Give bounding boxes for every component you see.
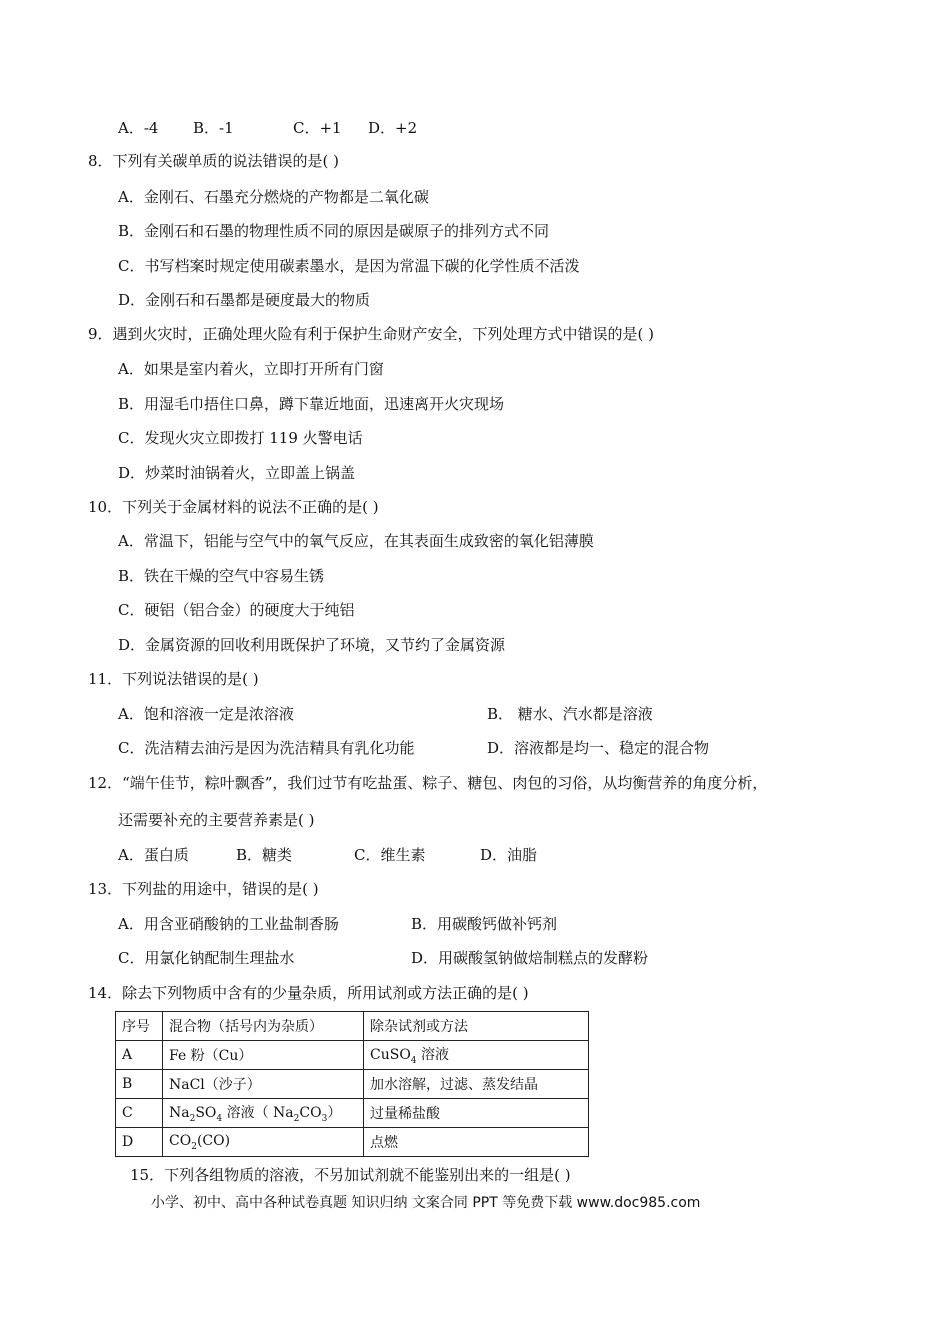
q13-stem: 13．下列盐的用途中，错误的是( ) (88, 880, 319, 898)
table-cell-mixture: $CO_2(CO)$ (163, 1128, 364, 1157)
q11-option-c: C．洗洁精去油污是因为洗洁精具有乳化功能 (118, 739, 415, 757)
table-row (116, 1128, 589, 1157)
q11-option-a: A．饱和溶液一定是浓溶液 (118, 705, 294, 723)
table-cell-method: 点燃 (364, 1128, 589, 1157)
q7-options (118, 118, 417, 138)
q13-option-d: D．用碳酸氢钠做焙制糕点的发酵粉 (411, 949, 649, 967)
q10-option-a: A．常温下，铝能与空气中的氧气反应，在其表面生成致密的氧化铝薄膜 (118, 532, 594, 550)
q12-options (118, 845, 537, 865)
q10-option-d: D．金属资源的回收利用既保护了环境，又节约了金属资源 (118, 636, 506, 654)
q7-option-a: A．-4 (118, 119, 159, 137)
q12-option-c: C．维生素 (354, 846, 426, 864)
table-header-row (116, 1012, 589, 1041)
q11-stem: 11．下列说法错误的是( ) (88, 670, 259, 688)
table-cell-id: D (116, 1128, 163, 1157)
q13-option-c: C．用氯化钠配制生理盐水 (118, 949, 295, 967)
table-cell-mixture: NaCl（沙子） (163, 1070, 364, 1099)
q13-option-b: B．用碳酸钙做补钙剂 (411, 915, 558, 933)
q7-option-c: C．+1 (293, 119, 342, 137)
table-row (116, 1041, 589, 1070)
table-cell-mixture: $Na_2SO_4$ 溶液（ $Na_2CO_3$） (163, 1099, 364, 1128)
q9-option-c: C．发现火灾立即拨打 119 火警电话 (118, 429, 363, 447)
table-cell-id: A (116, 1041, 163, 1070)
table-cell-method: CuSO$_4$ 溶液 (364, 1041, 589, 1070)
table-cell-id: B (116, 1070, 163, 1099)
q12-stem-line1: 12．“端午佳节，粽叶飘香”，我们过节有吃盐蛋、粽子、糖包、肉包的习俗，从均衡营养的角度分析， (88, 774, 768, 792)
table-cell-id: C (116, 1099, 163, 1128)
q7-option-b: B．-1 (193, 119, 234, 137)
page-footer: 小学、初中、高中各种试卷真题 知识归纳 文案合同 PPT 等免费下载 www.doc985.com (151, 1195, 701, 1211)
q9-option-b: B．用湿毛巾捂住口鼻，蹲下靠近地面，迅速离开火灾现场 (118, 395, 505, 413)
q12-option-d: D．油脂 (480, 846, 538, 864)
table-cell-method: 过量稀盐酸 (364, 1099, 589, 1128)
table-row (116, 1099, 589, 1128)
q9-stem: 9．遇到火灾时，正确处理火险有利于保护生命财产安全，下列处理方式中错误的是( ) (88, 325, 655, 343)
q8-option-b: B．金刚石和石墨的物理性质不同的原因是碳原子的排列方式不同 (118, 222, 550, 240)
q15-stem: 15．下列各组物质的溶液，不另加试剂就不能鉴别出来的一组是( ) (130, 1166, 571, 1184)
q7-option-d: D．+2 (368, 119, 418, 137)
table-header-cell: 除杂试剂或方法 (364, 1012, 589, 1041)
q12-option-a: A．蛋白质 (118, 846, 189, 864)
q14-stem: 14．除去下列物质中含有的少量杂质，所用试剂或方法正确的是( ) (88, 984, 529, 1002)
q8-option-d: D．金刚石和石墨都是硬度最大的物质 (118, 291, 371, 309)
q10-option-c: C．硬铝（铝合金）的硬度大于纯铝 (118, 601, 355, 619)
q12-stem-line2: 还需要补充的主要营养素是( ) (118, 811, 315, 829)
table-cell-method: 加水溶解，过滤、蒸发结晶 (364, 1070, 589, 1099)
q8-option-a: A．金刚石、石墨充分燃烧的产物都是二氧化碳 (118, 188, 429, 206)
q9-option-d: D．炒菜时油锅着火，立即盖上锅盖 (118, 464, 356, 482)
table-header-cell: 序号 (116, 1012, 163, 1041)
q11-option-b: B． 糖水、汽水都是溶液 (487, 705, 653, 723)
q11-option-d: D．溶液都是均一、稳定的混合物 (487, 739, 710, 757)
q10-option-b: B．铁在干燥的空气中容易生锈 (118, 567, 325, 585)
q12-option-b: B．糖类 (236, 846, 293, 864)
q8-option-c: C．书写档案时规定使用碳素墨水，是因为常温下碳的化学性质不活泼 (118, 257, 580, 275)
q14-table (115, 1011, 589, 1157)
table-row (116, 1070, 589, 1099)
table-cell-mixture: Fe 粉（Cu） (163, 1041, 364, 1070)
q13-option-a: A．用含亚硝酸钠的工业盐制香肠 (118, 915, 339, 933)
table-header-cell: 混合物（括号内为杂质） (163, 1012, 364, 1041)
q8-stem: 8．下列有关碳单质的说法错误的是( ) (88, 152, 340, 170)
q9-option-a: A．如果是室内着火，立即打开所有门窗 (118, 360, 384, 378)
q10-stem: 10．下列关于金属材料的说法不正确的是( ) (88, 498, 379, 516)
